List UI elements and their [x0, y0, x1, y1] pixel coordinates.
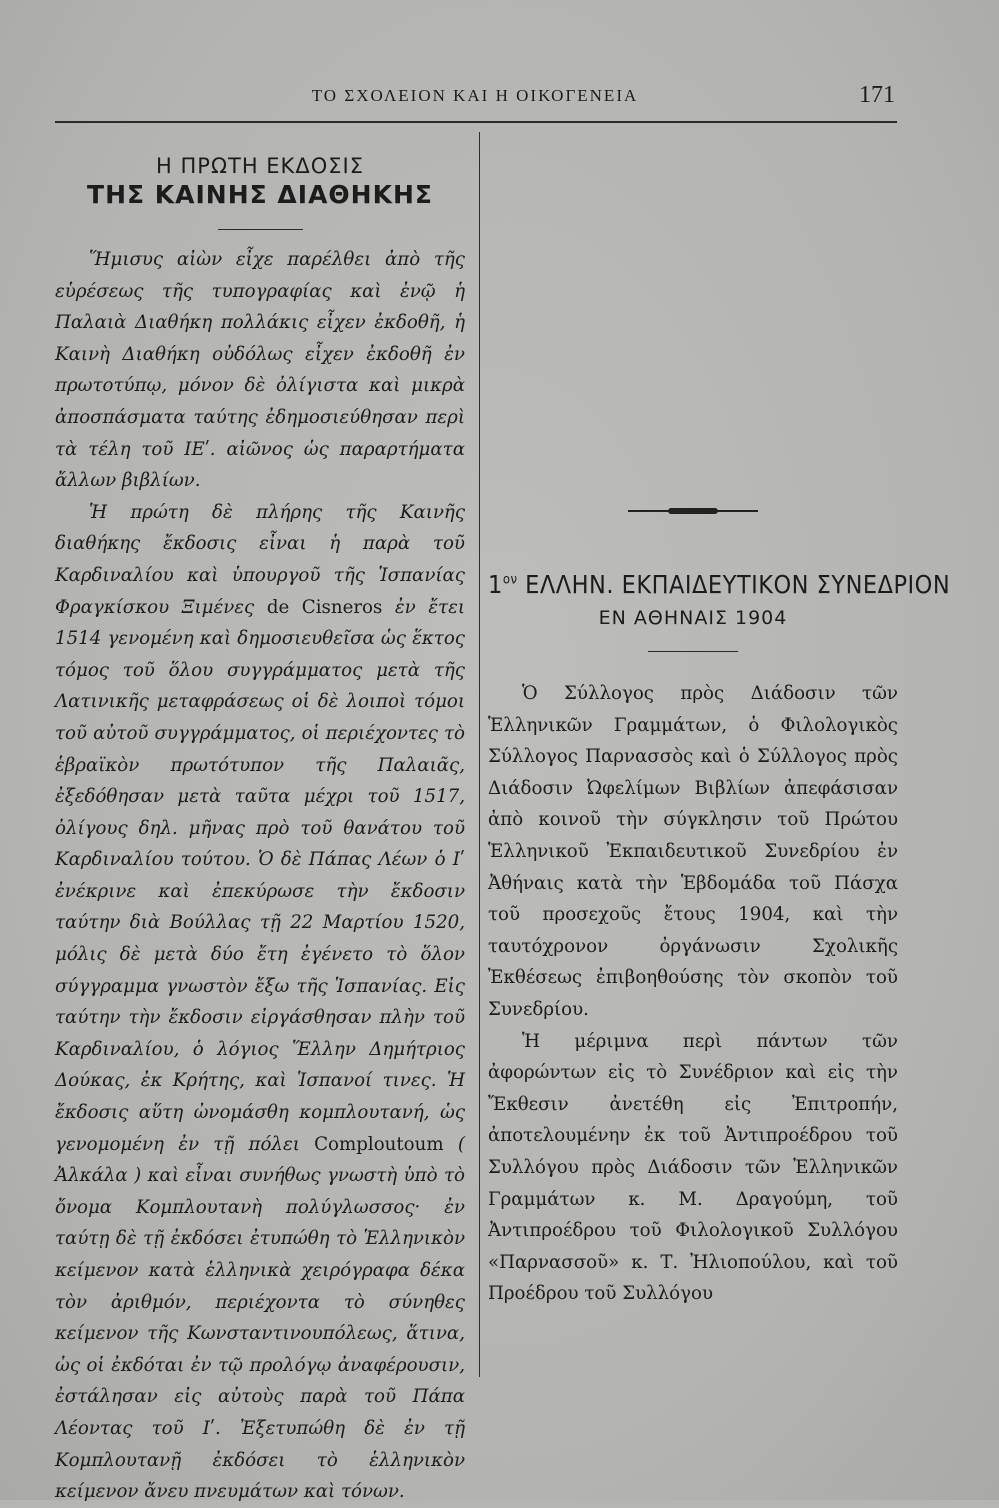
section-rule [648, 651, 738, 652]
header-rule [55, 121, 897, 123]
section-ordinal-suffix: ον [502, 572, 518, 588]
column-divider [479, 132, 480, 1377]
left-column [55, 150, 466, 1503]
section-ordinal: 1 [488, 570, 503, 599]
article-paragraph: Ἥμισυς αἰὼν εἶχε παρέλθει ἀπὸ τῆς εὑρέσεως τῆς τυπογραφίας καὶ ἐνῷ ἡ Παλαιὰ Διαθήκη πολλάκις εἶχεν ἐκδοθῆ, ἡ Καινὴ Διαθήκη οὐδόλως εἶχεν ἐκδοθῆ ἐν πρωτοτύπῳ, μόνον δὲ ὀλίγιστα καὶ μικρὰ ἀποσπάσματα ταύτης ἐδημοσιεύθησαν περὶ τὰ τέλη τοῦ ΙΕʹ. αἰῶνος ὡς παραρτήματα ἄλλων βιβλίων. [55, 249, 465, 492]
title-rule [218, 229, 303, 230]
latin-name: de Cisneros [266, 596, 383, 618]
page-header [55, 82, 895, 118]
ornament-divider [628, 508, 758, 514]
article-paragraph: Ὁ Σύλλογος πρὸς Διάδοσιν τῶν Ἑλληνικῶν Γραμμάτων, ὁ Φιλολογικὸς Σύλλογος Παρνασσὸς καὶ ὁ Σύλλογος πρὸς Διάδοσιν Ὠφελίμων Βιβλίων ἀπεφάσισαν ἀπὸ κοινοῦ τὴν σύγκλησιν τοῦ Πρώτου Ἑλληνικοῦ Ἐκπαιδευτικοῦ Συνεδρίου ἐν Ἀθήναις κατὰ τὴν Ἑβδομάδα τοῦ Πάσχα τοῦ προσεχοῦς ἔτους 1904, καὶ τὴν ταυτόχρονον ὀργάνωσιν Σχολικῆς Ἐκθέσεως ἐπιβοηθούσης τὸν σκοπὸν τοῦ Συνεδρίου. [488, 683, 898, 1020]
paragraph-text: ἐν ἔτει 1514 γενομένη καὶ δημοσιευθεῖσα ὡς ἕκτος τόμος τοῦ ὅλου συγγράμματος μετὰ τῆς Λατινικῆς μεταφράσεως οἱ δὲ λοιποὶ τόμοι τοῦ αὐτοῦ συγγράμματος, οἱ περιέχοντες τὸ ἑβραϊκὸν πρωτότυπον τῆς Παλαιᾶς, ἐξεδόθησαν μετὰ ταῦτα μέχρι τοῦ 1517, ὀλίγους δηλ. μῆνας πρὸ τοῦ θανάτου τοῦ Καρδιναλίου τούτου. Ὁ δὲ Πάπας Λέων ὁ Ιʹ ἐνέκρινε καὶ ἐπεκύρωσε τὴν ἔκδοσιν ταύτην διὰ Βούλλας τῇ 22 Μαρτίου 1520, μόλις δὲ μετὰ δύο ἔτη ἐγένετο τὸ ὅλον σύγγραμμα γνωστὸν ἔξω τῆς Ἱσπανίας. Εἰς ταύτην τὴν ἔκδοσιν εἰργάσθησαν πλὴν τοῦ Καρδιναλίου, ὁ λόγιος Ἕλλην Δημήτριος Δούκας, ἐκ Κρήτης, καὶ Ἱσπανοί τινες. Ἡ ἔκδοσις αὕτη ὠνομάσθη κομπλουτανή, ὡς γενομομένη ἐν τῇ πόλει [55, 596, 466, 1155]
page-number: 171 [859, 82, 895, 108]
section-subtitle: ΕΝ ΑΘΗΝΑΙΣ 1904 [598, 607, 788, 629]
article-paragraph [55, 497, 465, 1508]
latin-city-name: Comploutoum [314, 1133, 444, 1155]
running-head: ΤΟ ΣΧΟΛΕΙΟΝ ΚΑΙ Η ΟΙΚΟΓΕΝΕΙΑ [311, 86, 639, 105]
article-title-main: ΤΗΣ ΚΑΙΝΗΣ ΔΙΑΘΗΚΗΣ [87, 180, 433, 209]
article-title-top: Η ΠΡΩΤΗ ΕΚΔΟΣΙΣ [156, 154, 364, 178]
article-paragraph: Ἡ μέριμνα περὶ πάντων τῶν ἀφορώντων εἰς τὸ Συνέδριον καὶ εἰς τὴν Ἔκθεσιν ἀνετέθη εἰς Ἐπιτροπήν, ἀποτελουμένην ἐκ τοῦ Ἀντιπροέδρου τοῦ Συλλόγου πρὸς Διάδοσιν τῶν Ἑλληνικῶν Γραμμάτων κ. Μ. Δραγούμη, τοῦ Ἀντιπροέδρου τοῦ Φιλολογικοῦ Συλλόγου «Παρνασσοῦ» κ. Τ. Ἠλιοπούλου, καὶ τοῦ Προέδρου τοῦ Συλλόγου [488, 1030, 898, 1305]
right-column [488, 468, 951, 1373]
section-title [488, 570, 951, 599]
section-title-text: ΕΛΛΗΝ. ΕΚΠΑΙΔΕΥΤΙΚΟΝ ΣΥΝΕΔΡΙΟΝ [525, 570, 951, 599]
paragraph-text: ( Ἀλκάλα ) καὶ εἶναι συνήθως γνωστὴ ὑπὸ τὸ ὄνομα Κομπλουτανὴ πολύγλωσσος· ἐν ταύτῃ δὲ τῇ ἐκδόσει ἐτυπώθη τὸ Ἑλληνικὸν κείμενον κατὰ ἑλληνικὰ χειρόγραφα δέκα τὸν ἀριθμόν, περιέχοντα τὸ σύνηθες κείμενον τῆς Κωνσταντινουπόλεως, ἅτινα, ὡς οἱ ἐκδόται ἐν τῷ προλόγῳ ἀναφέρουσιν, ἐστάλησαν εἰς αὐτοὺς παρὰ τοῦ Πάπα Λέοντας τοῦ Ιʹ. Ἐξετυπώθη δὲ ἐν τῇ Κομπλουτανῇ ἐκδόσει τὸ ἑλληνικὸν κείμενον ἄνευ πνευμάτων καὶ τόνων. [55, 1133, 465, 1503]
paragraph-text: Ἡ πρώτη δὲ πλήρης τῆς Καινῆς διαθήκης ἔκδοσις εἶναι ἡ παρὰ τοῦ Καρδιναλίου καὶ ὑπουργοῦ τῆς Ἱσπανίας Φραγκίσκου Ξιμένες [55, 501, 465, 618]
